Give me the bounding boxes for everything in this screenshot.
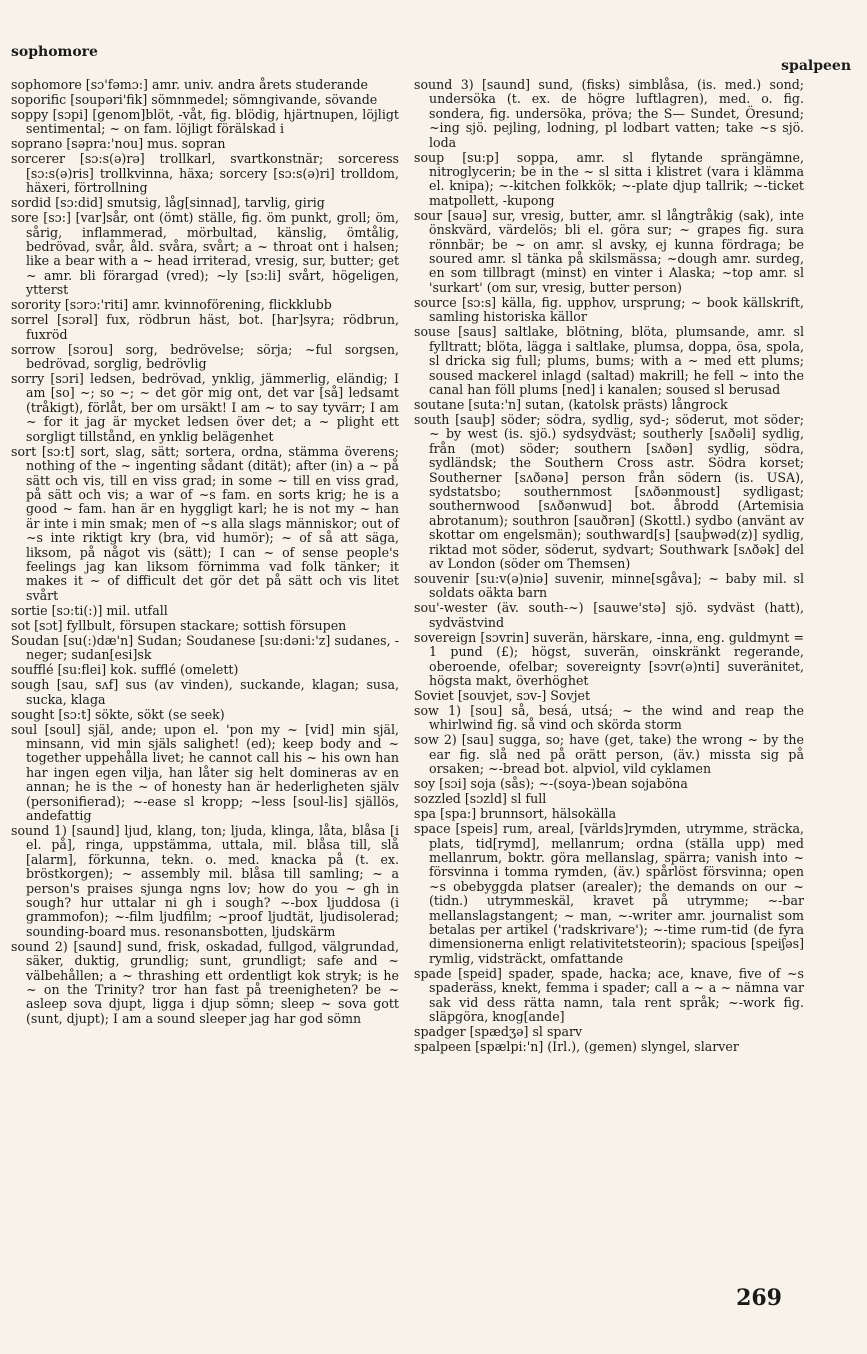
dictionary-entry: spalpeen [spælpi:'n] (Irl.), (gemen) slyngel, slarver — [414, 1039, 739, 1055]
dictionary-entry: soprano [səpra:'nou] mus. sopran — [11, 136, 226, 152]
dictionary-entry: spadger [spædʒə] sl sparv — [414, 1024, 583, 1040]
dictionary-entry: sought [sɔ:t] sökte, sökt (se seek) — [11, 706, 225, 722]
dictionary-entry: soy [sɔi] soja (sås); ~-(soya-)bean sojaböna — [414, 776, 688, 792]
dictionary-entry: sot [sɔt] fyllbult, försupen stackare; sottish försupen — [11, 617, 347, 633]
left-guide-word: sophomore — [11, 44, 98, 60]
dictionary-entry: sorrel [sɔrəl] fux, rödbrun häst, bot. [har]syra; rödbrun, fuxröd — [11, 312, 399, 342]
dictionary-entry: soppy [sɔpi] [genom]blöt, -våt, fig. blödig, hjärtnupen, löjligt sentimental; ~ on fam. löjligt förälskad i — [11, 107, 399, 137]
dictionary-entry: sordid [sɔ:did] smutsig, låg[sinnad], tarvlig, girig — [11, 195, 325, 211]
dictionary-entry: Soudan [su(:)dæ'n] Sudan; Soudanese [su:dəni:'z] sudanes, -neger; sudan[esi]sk — [11, 632, 399, 663]
dictionary-entry: sough [sau, sʌf] sus (av vinden), suckande, klagan; susa, sucka, klaga — [11, 677, 399, 707]
dictionary-entry: sorry [sɔri] ledsen, bedrövad, ynklig, jämmerlig, eländig; I am [so] ~; so ~; ~ det gör mig ont, det var [så] ledsamt (tråkigt), förlåt, ber om ursäkt! I am ~ to say tyvärr; I am ~ for it jag är mycket ledsen över det; a ~ plight ett sorgligt tillstånd, en ynklig belägenhet — [11, 371, 399, 444]
dictionary-entry: soutane [suta:'n] sutan, (katolsk prästs) långrock — [414, 396, 728, 412]
dictionary-entry: spade [speid] spader, spade, hacka; ace, knave, five of ~s spaderäss, knekt, femma i spader; call a ~ a ~ nämna var sak vid dess rätta namn, tala rent språk; ~-work fig. släpgöra, knog[ande] — [414, 965, 804, 1025]
dictionary-entry: south [sauþ] söder; södra, sydlig, syd-; söderut, mot söder; ~ by west (is. sjö.) sydsydväst; southerly [sʌðəli] sydlig, från (mot) söder; southern [sʌðən] sydlig, södra, sydländsk; the Southern Cross astr. Södra korset; Southerner [sʌðənə] person från södern (is. USA), sydstatsbo; southernmost [sʌðənmoust] sydligast; southernwood [sʌðənwud] bot. åbrodd (Artemisia abrotanum); southron [sauðrən] (Skottl.) sydbo (använt av skottar om engelsmän); southward[s] [sauþwəd(z)] sydlig, riktad mot söder, söderut, sydvart; Southwark [sʌðək] del av London (söder om Themsen) — [414, 411, 804, 571]
dictionary-entry: soup [su:p] soppa, amr. sl flytande sprängämne, nitroglycerin; be in the ~ sl sitta i klistret (vara i klämma el. knipa); ~-kitchen folkkök; ~-plate djup tallrik; ~-ticket matpollett, -kupong — [414, 149, 804, 208]
dictionary-entry: sou'-wester (äv. south-~) [sauwe'stə] sjö. sydväst (hatt), sydvästvind — [414, 600, 804, 630]
dictionary-entry: sovereign [sɔvrin] suverän, härskare, -inna, eng. guldmynt = 1 pund (£); högst, suverän, oinskränkt regerande, oberoende, ofelbar; sovereignty [sɔvr(ə)nti] suveränitet, högsta makt, överhöghet — [414, 629, 804, 688]
dictionary-entry: souse [saus] saltlake, blötning, blöta, plumsande, amr. sl fylltratt; blöta, lägga i saltlake, plumsa, doppa, ösa, spola, sl dricka sig full; plums, bums; with a ~ med ett plums; soused mackerel inlagd (saltad) makrill; he fell ~ into the canal han föll plums [ned] i kanalen; soused sl berusad — [414, 324, 804, 397]
dictionary-entry: sorcerer [sɔ:s(ə)rə] trollkarl, svartkonstnär; sorceress [sɔ:s(ə)ris] trollkvinna, häxa; sorcery [sɔ:s(ə)ri] trolldom, häxeri, förtrollning — [11, 151, 399, 196]
left-column — [11, 78, 399, 1027]
dictionary-entry: source [sɔ:s] källa, fig. upphov, ursprung; ~ book källskrift, samling historiska källor — [414, 294, 804, 325]
right-column — [414, 78, 804, 1055]
dictionary-entry: sound 3) [saund] sund, (fisks) simblåsa, (is. med.) sond; undersöka (t. ex. de högre luftlagren), med. o. fig. sondera, fig. undersöka, pröva; the S— Sundet, Öresund; ~ing sjö. pejling, lodning, pl lodbart vatten; take ~s sjö. loda — [414, 77, 804, 150]
dictionary-entry: sow 1) [sou] så, besá, utsá; ~ the wind and reap the whirlwind fig. så vind och skörda storm — [414, 703, 804, 733]
dictionary-entry: soporific [soupəri'fik] sömnmedel; sömngivande, sövande — [11, 92, 378, 107]
right-guide-word: spalpeen — [781, 58, 851, 74]
dictionary-entry: sorority [sɔrɔ:'riti] amr. kvinnoförening, flickklubb — [11, 297, 332, 313]
dictionary-entry: sophomore [sɔ'fəmɔ:] amr. univ. andra årets studerande — [11, 77, 368, 92]
page-number: 269 — [736, 1285, 782, 1311]
dictionary-entry: sort [sɔ:t] sort, slag, sätt; sortera, ordna, stämma överens; nothing of the ~ ingenting sådant (dität); after (in) a ~ på sätt och vis, till en viss grad; in some ~ till en viss grad, på sätt och vis; a war of ~s fam. en sorts krig; he is a good ~ fam. han är en hyggligt karl; he is not my ~ han är inte i min smak; men of ~s alla slags människor; out of ~s inte riktigt kry (bra, vid humör); ~ of så att säga, liksom, på något vis (sätt); I can ~ of sense people's feelings jag kan liksom förnimma vad folk tänker; it makes it ~ of difficult det gör det på sätt och vis litet svårt — [11, 443, 399, 603]
dictionary-entry: sound 2) [saund] sund, frisk, oskadad, fullgod, välgrundad, säker, duktig, grundlig; sunt, grundligt; safe and ~ välbehållen; a ~ thrashing ett ordentligt kok stryk; is he ~ on the Trinity? tror han fast på treenigheten? be ~ asleep sova djupt, ligga i djup sömn; sleep ~ sova gott (sunt, djupt); I am a sound sleeper jag har god sömn — [11, 938, 399, 1026]
dictionary-entry: spa [spa:] brunnsort, hälsokälla — [414, 806, 617, 822]
dictionary-entry: sow 2) [sau] sugga, so; have (get, take) the wrong ~ by the ear fig. slå ned på orätt person, (äv.) missta sig på orsaken; ~-bread bot. alpviol, vild cyklamen — [414, 732, 804, 777]
dictionary-entry: sorrow [sɔrou] sorg, bedrövelse; sörja; ~ful sorgsen, bedrövad, sorglig, bedrövlig — [11, 341, 399, 372]
dictionary-entry: sozzled [sɔzld] sl full — [414, 791, 547, 807]
dictionary-entry: sortie [sɔ:ti(:)] mil. utfall — [11, 602, 168, 618]
dictionary-entry: sore [sɔ:] [var]sår, ont (ömt) ställe, fig. öm punkt, groll; öm, sårig, inflammerad, mörbultad, känslig, ömtålig, bedrövad, svår, åld. svåra, svårt; a ~ throat ont i halsen; like a bear with a ~ head irriterad, vresig, sur, butter; get ~ amr. bli förargad (vred); ~ly [sɔ:li] svårt, högeligen, ytterst — [11, 210, 399, 298]
dictionary-entry: soul [soul] själ, ande; upon el. 'pon my ~ [vid] min själ, minsann, vid min själs salighet! (ed); keep body and ~ together uppehålla livet; he cannot call his ~ his own han har ingen egen vilja, han låter sig helt domineras av en annan; he is the ~ of honesty han är hederligheten själv (personifierad); ~-ease sl kropp; ~less [soul-lis] själlös, andefattig — [11, 721, 399, 823]
dictionary-entry: sour [sauə] sur, vresig, butter, amr. sl långtråkig (sak), inte önskvärd, värdelös; bli el. göra sur; ~ grapes fig. sura rönnbär; be ~ on amr. sl avsky, ej kunna fördraga; be soured amr. sl tänka på skilsmässa; ~dough amr. surdeg, en som tillbragt (minst) en vinter i Alaska; ~top amr. sl 'surkart' (om sur, vresig, butter person) — [414, 207, 804, 295]
dictionary-entry: soufflé [su:flei] kok. sufflé (omelett) — [11, 662, 239, 678]
dictionary-entry: souvenir [su:v(ə)niə] suvenir, minne[sgåva]; ~ baby mil. sl soldats oäkta barn — [414, 570, 804, 601]
dictionary-entry: sound 1) [saund] ljud, klang, ton; ljuda, klinga, låta, blåsa [i el. på], ringa, uppstämma, uttala, mil. blåsa till, slå [alarm], förkunna, tekn. o. med. knacka på (t. ex. bröstkorgen); ~ assembly mil. blåsa till samling; ~ a person's praises sjunga ngns lov; how do you ~ gh in sough? hur uttalar ni gh i sough? ~-box ljuddosa (i grammofon); ~-film ljudfilm; ~proof ljudtät, ljudisolerad; sounding-board mus. resonansbotten, ljudskärm — [11, 823, 399, 939]
dictionary-entry: Soviet [souvjet, sɔv-] Sovjet — [414, 688, 591, 703]
dictionary-entry: space [speis] rum, areal, [världs]rymden, utrymme, sträcka, plats, tid[rymd], mellanrum; ordna (ställa upp) med mellanrum, boktr. göra mellanslag, spärra; vanish into ~ försvinna i tomma rymden, (äv.) spårlöst försvinna; open ~s obebyggda platser (arealer); the demands on our ~ (tidn.) utrymmeskäl, kravet på utrymme; ~-bar mellanslagstangent; ~ man, ~-writer amr. journalist som betalas per artikel ('radskrivare'); ~-time rum-tid (de fyra dimensionerna enligt relativitetsteorin); spacious [speiʃəs] rymlig, vidsträckt, omfattande — [414, 821, 804, 966]
